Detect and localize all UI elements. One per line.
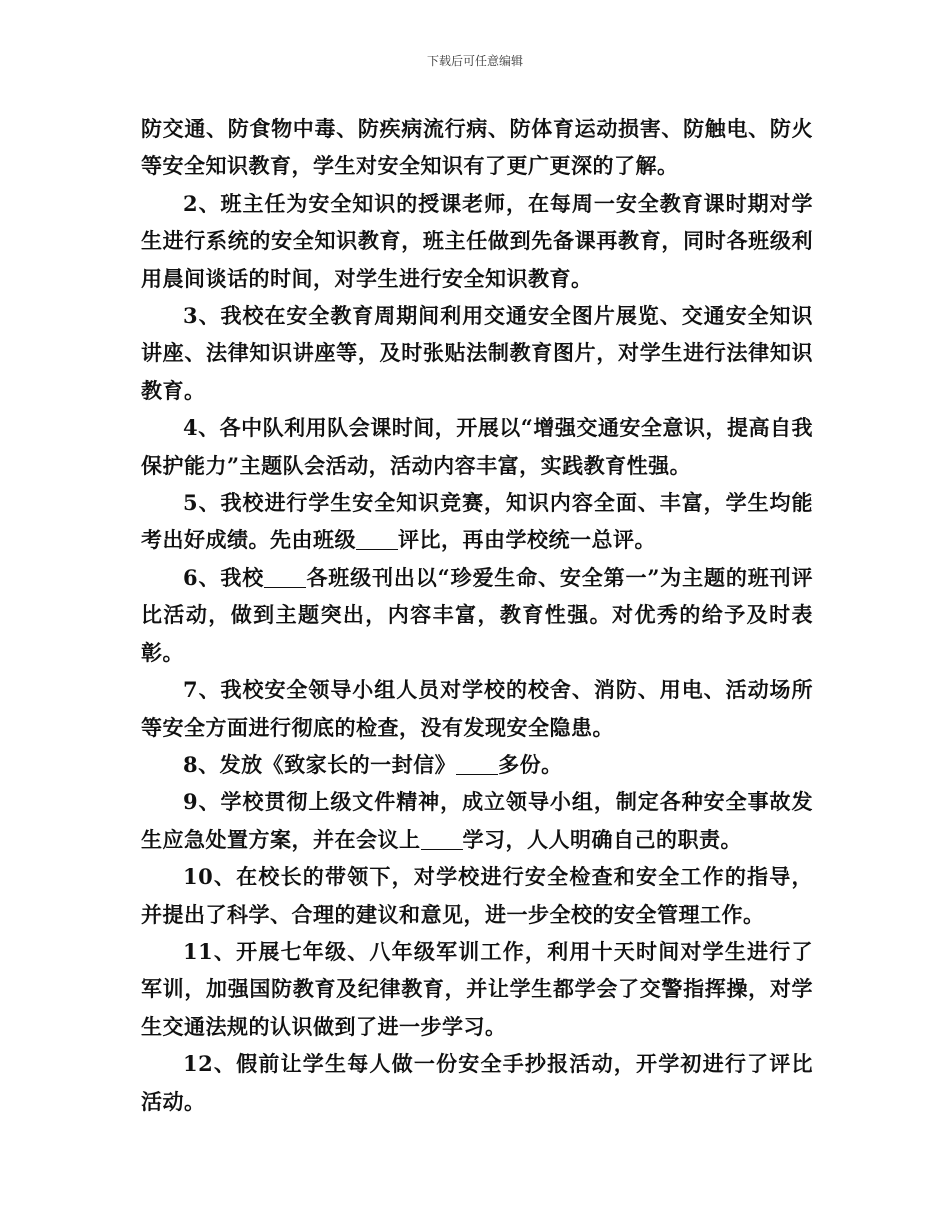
paragraph-text: 各班级刊出以“珍爱生命、安全第一”为主题的班刊评比活动，做到主题突出，内容丰富，教育性强。对优秀的给予及时表彰。 bbox=[141, 564, 813, 665]
paragraph-text: 多份。 bbox=[498, 751, 563, 777]
paragraph-item-7 bbox=[141, 671, 813, 746]
paragraph-item-3 bbox=[141, 297, 813, 409]
fill-in-blank bbox=[356, 528, 398, 550]
fill-in-blank bbox=[456, 753, 498, 775]
paragraph-item-11 bbox=[141, 933, 813, 1045]
paragraph-text: 评比，再由学校统一总评。 bbox=[398, 527, 656, 553]
paragraph-text: 5、我校进行学生安全知识竞赛，知识内容全面、丰富，学生均能考出好成绩。先由班级 bbox=[141, 490, 813, 553]
paragraph-text: 12、假前让学生每人做一份安全手抄报活动，开学初进行了评比活动。 bbox=[141, 1051, 813, 1114]
paragraph-item-9 bbox=[141, 783, 813, 858]
page-header: 下载后可任意编辑 bbox=[426, 54, 523, 68]
paragraph-text: 7、我校安全领导小组人员对学校的校舍、消防、用电、活动场所等安全方面进行彻底的检查，没有发现安全隐患。 bbox=[141, 677, 813, 740]
paragraph-item-10 bbox=[141, 858, 813, 933]
paragraph-text: 6、我校 bbox=[183, 564, 265, 590]
paragraph-item-2 bbox=[141, 185, 813, 297]
paragraph-item-8 bbox=[141, 746, 813, 783]
paragraph-item-12 bbox=[141, 1045, 813, 1120]
paragraph-item-5 bbox=[141, 484, 813, 559]
paragraph-text: 2、班主任为安全知识的授课老师，在每周一安全教育课时期对学生进行系统的安全知识教育，班主任做到先备课再教育，同时各班级利用晨间谈话的时间，对学生进行安全知识教育。 bbox=[141, 190, 813, 291]
paragraph-text: 学习，人人明确自己的职责。 bbox=[462, 826, 742, 852]
paragraph-text: 8、发放《致家长的一封信》 bbox=[183, 751, 457, 777]
paragraph-text: 3、我校在安全教育周期间利用交通安全图片展览、交通安全知识讲座、法律知识讲座等，及时张贴法制教育图片，对学生进行法律知识教育。 bbox=[141, 303, 813, 403]
paragraph-text: 11、开展七年级、八年级军训工作，利用十天时间对学生进行了军训，加强国防教育及纪律教育，并让学生都学会了交警指挥操，对学生交通法规的认识做到了进一步学习。 bbox=[141, 938, 813, 1039]
paragraph-continuation bbox=[141, 110, 813, 185]
paragraph-text: 9、学校贯彻上级文件精神，成立领导小组，制定各种安全事故发生应急处置方案，并在会议上 bbox=[141, 789, 813, 852]
fill-in-blank bbox=[264, 566, 306, 588]
fill-in-blank bbox=[421, 828, 463, 850]
paragraph-text: 10、在校长的带领下，对学校进行安全检查和安全工作的指导，并提出了科学、合理的建议和意见，进一步全校的安全管理工作。 bbox=[141, 864, 813, 927]
paragraph-item-4 bbox=[141, 409, 813, 484]
paragraph-text: 4、各中队利用队会课时间，开展以“增强交通安全意识，提高自我保护能力”主题队会活动，活动内容丰富，实践教育性强。 bbox=[141, 415, 813, 478]
paragraph-item-6 bbox=[141, 559, 813, 671]
paragraph-text: 防交通、防食物中毒、防疾病流行病、防体育运动损害、防触电、防火等安全知识教育，学生对安全知识有了更广更深的了解。 bbox=[141, 116, 813, 179]
document-body bbox=[141, 110, 813, 1120]
